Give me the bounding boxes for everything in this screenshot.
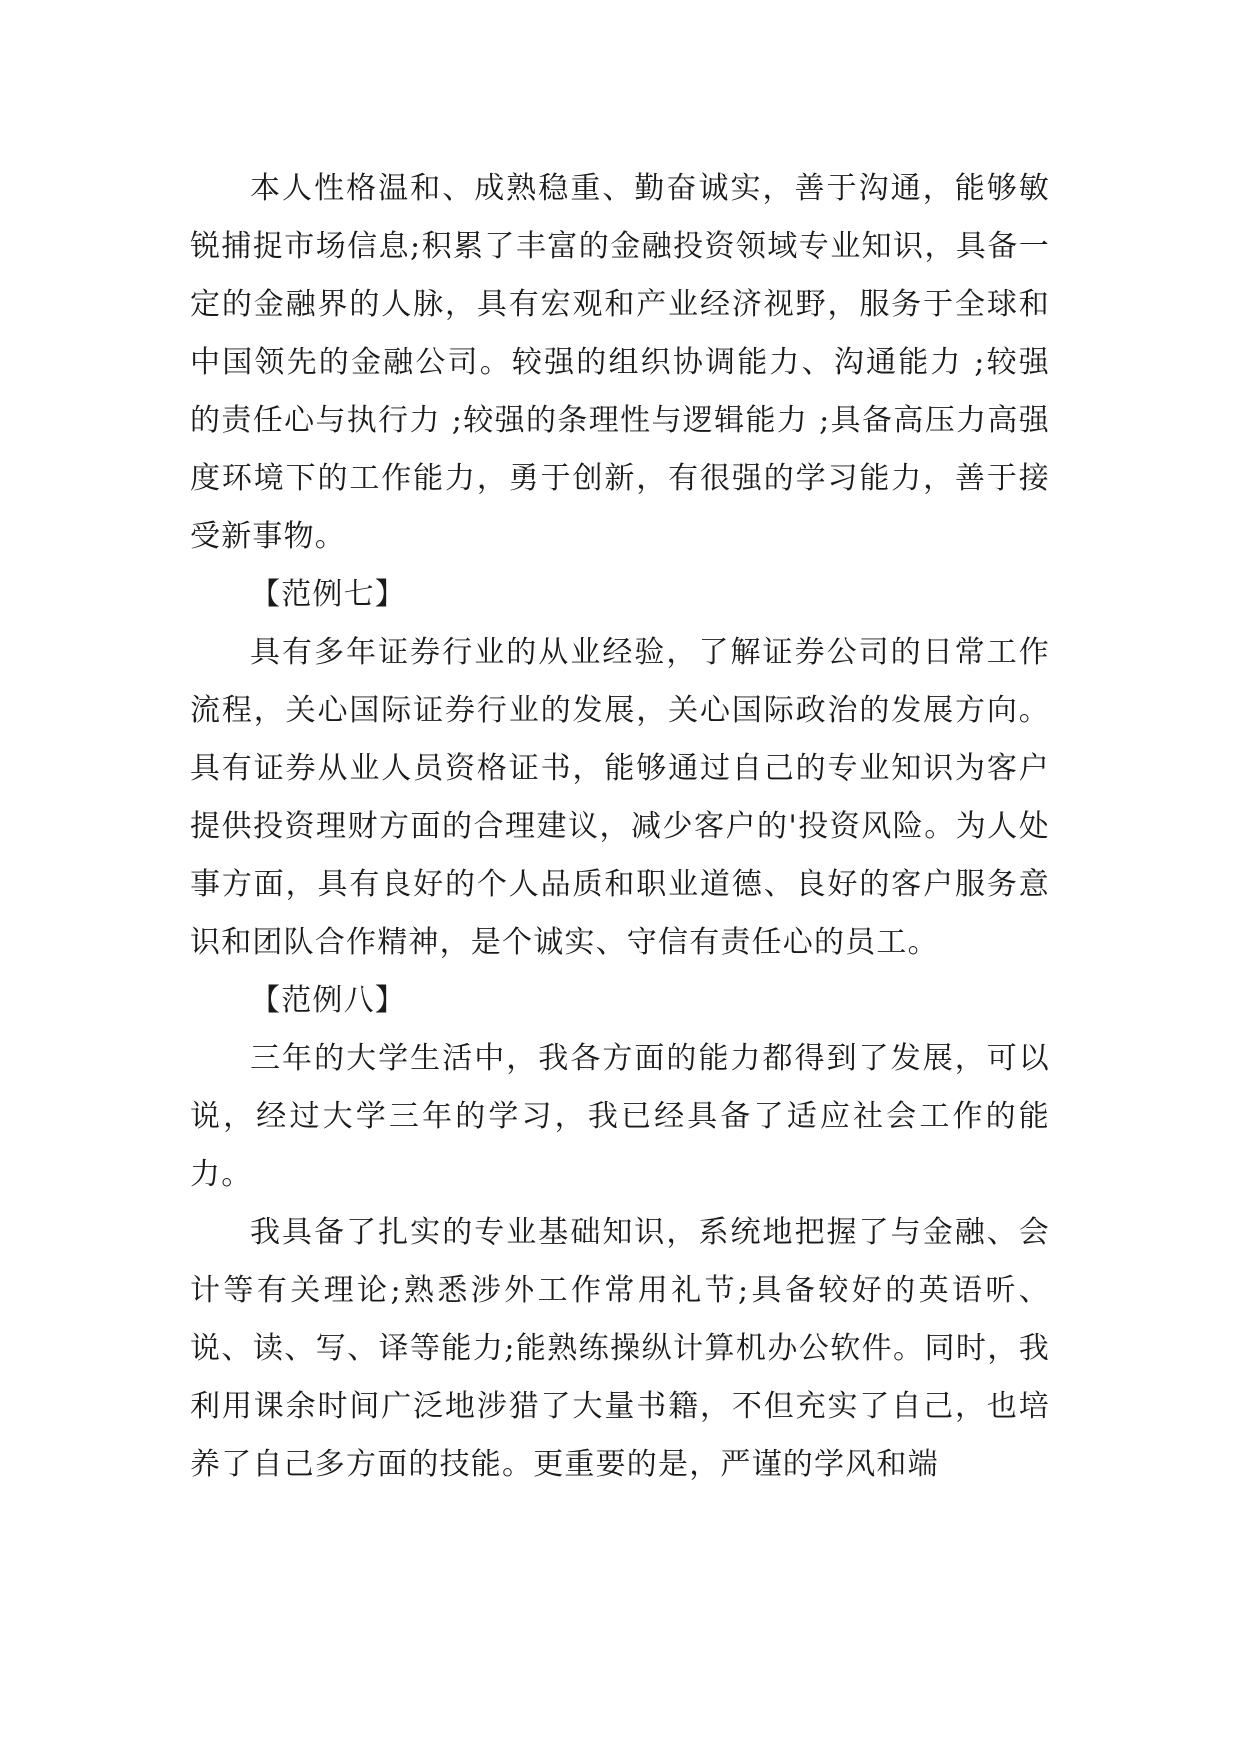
paragraph-example-7: 具有多年证券行业的从业经验，了解证券公司的日常工作流程，关心国际证券行业的发展，关心国际政治的发展方向。具有证券从业人员资格证书，能够通过自己的专业知识为客户提供投资理财方面的合理建议，减少客户的'投资风险。为人处事方面，具有良好的个人品质和职业道德、良好的客户服务意识和团队合作精神，是个诚实、守信有责任心的员工。	[190, 635, 1050, 960]
paragraph-example-8-intro: 三年的大学生活中，我各方面的能力都得到了发展，可以说，经过大学三年的学习，我已经具备了适应社会工作的能力。	[190, 1041, 1050, 1192]
document-body	[190, 160, 1050, 1494]
section-heading-example-8: 【范例八】	[250, 983, 406, 1018]
section-heading-example-7: 【范例七】	[250, 577, 406, 612]
paragraph-example-8-skills: 我具备了扎实的专业基础知识，系统地把握了与金融、会计等有关理论;熟悉涉外工作常用礼节;具备较好的英语听、说、读、写、译等能力;能熟练操纵计算机办公软件。同时，我利用课余时间广泛地涉猎了大量书籍，不但充实了自己，也培养了自己多方面的技能。更重要的是，严谨的学风和端	[190, 1215, 1050, 1482]
paragraph-self-evaluation-6: 本人性格温和、成熟稳重、勤奋诚实，善于沟通，能够敏锐捕捉市场信息;积累了丰富的金融投资领域专业知识，具备一定的金融界的人脉，具有宏观和产业经济视野，服务于全球和中国领先的金融公司。较强的组织协调能力、沟通能力 ;较强的责任心与执行力 ;较强的条理性与逻辑能力 ;具备高压力高强度环境下的工作能力，勇于创新，有很强的学习能力，善于接受新事物。	[190, 171, 1050, 554]
